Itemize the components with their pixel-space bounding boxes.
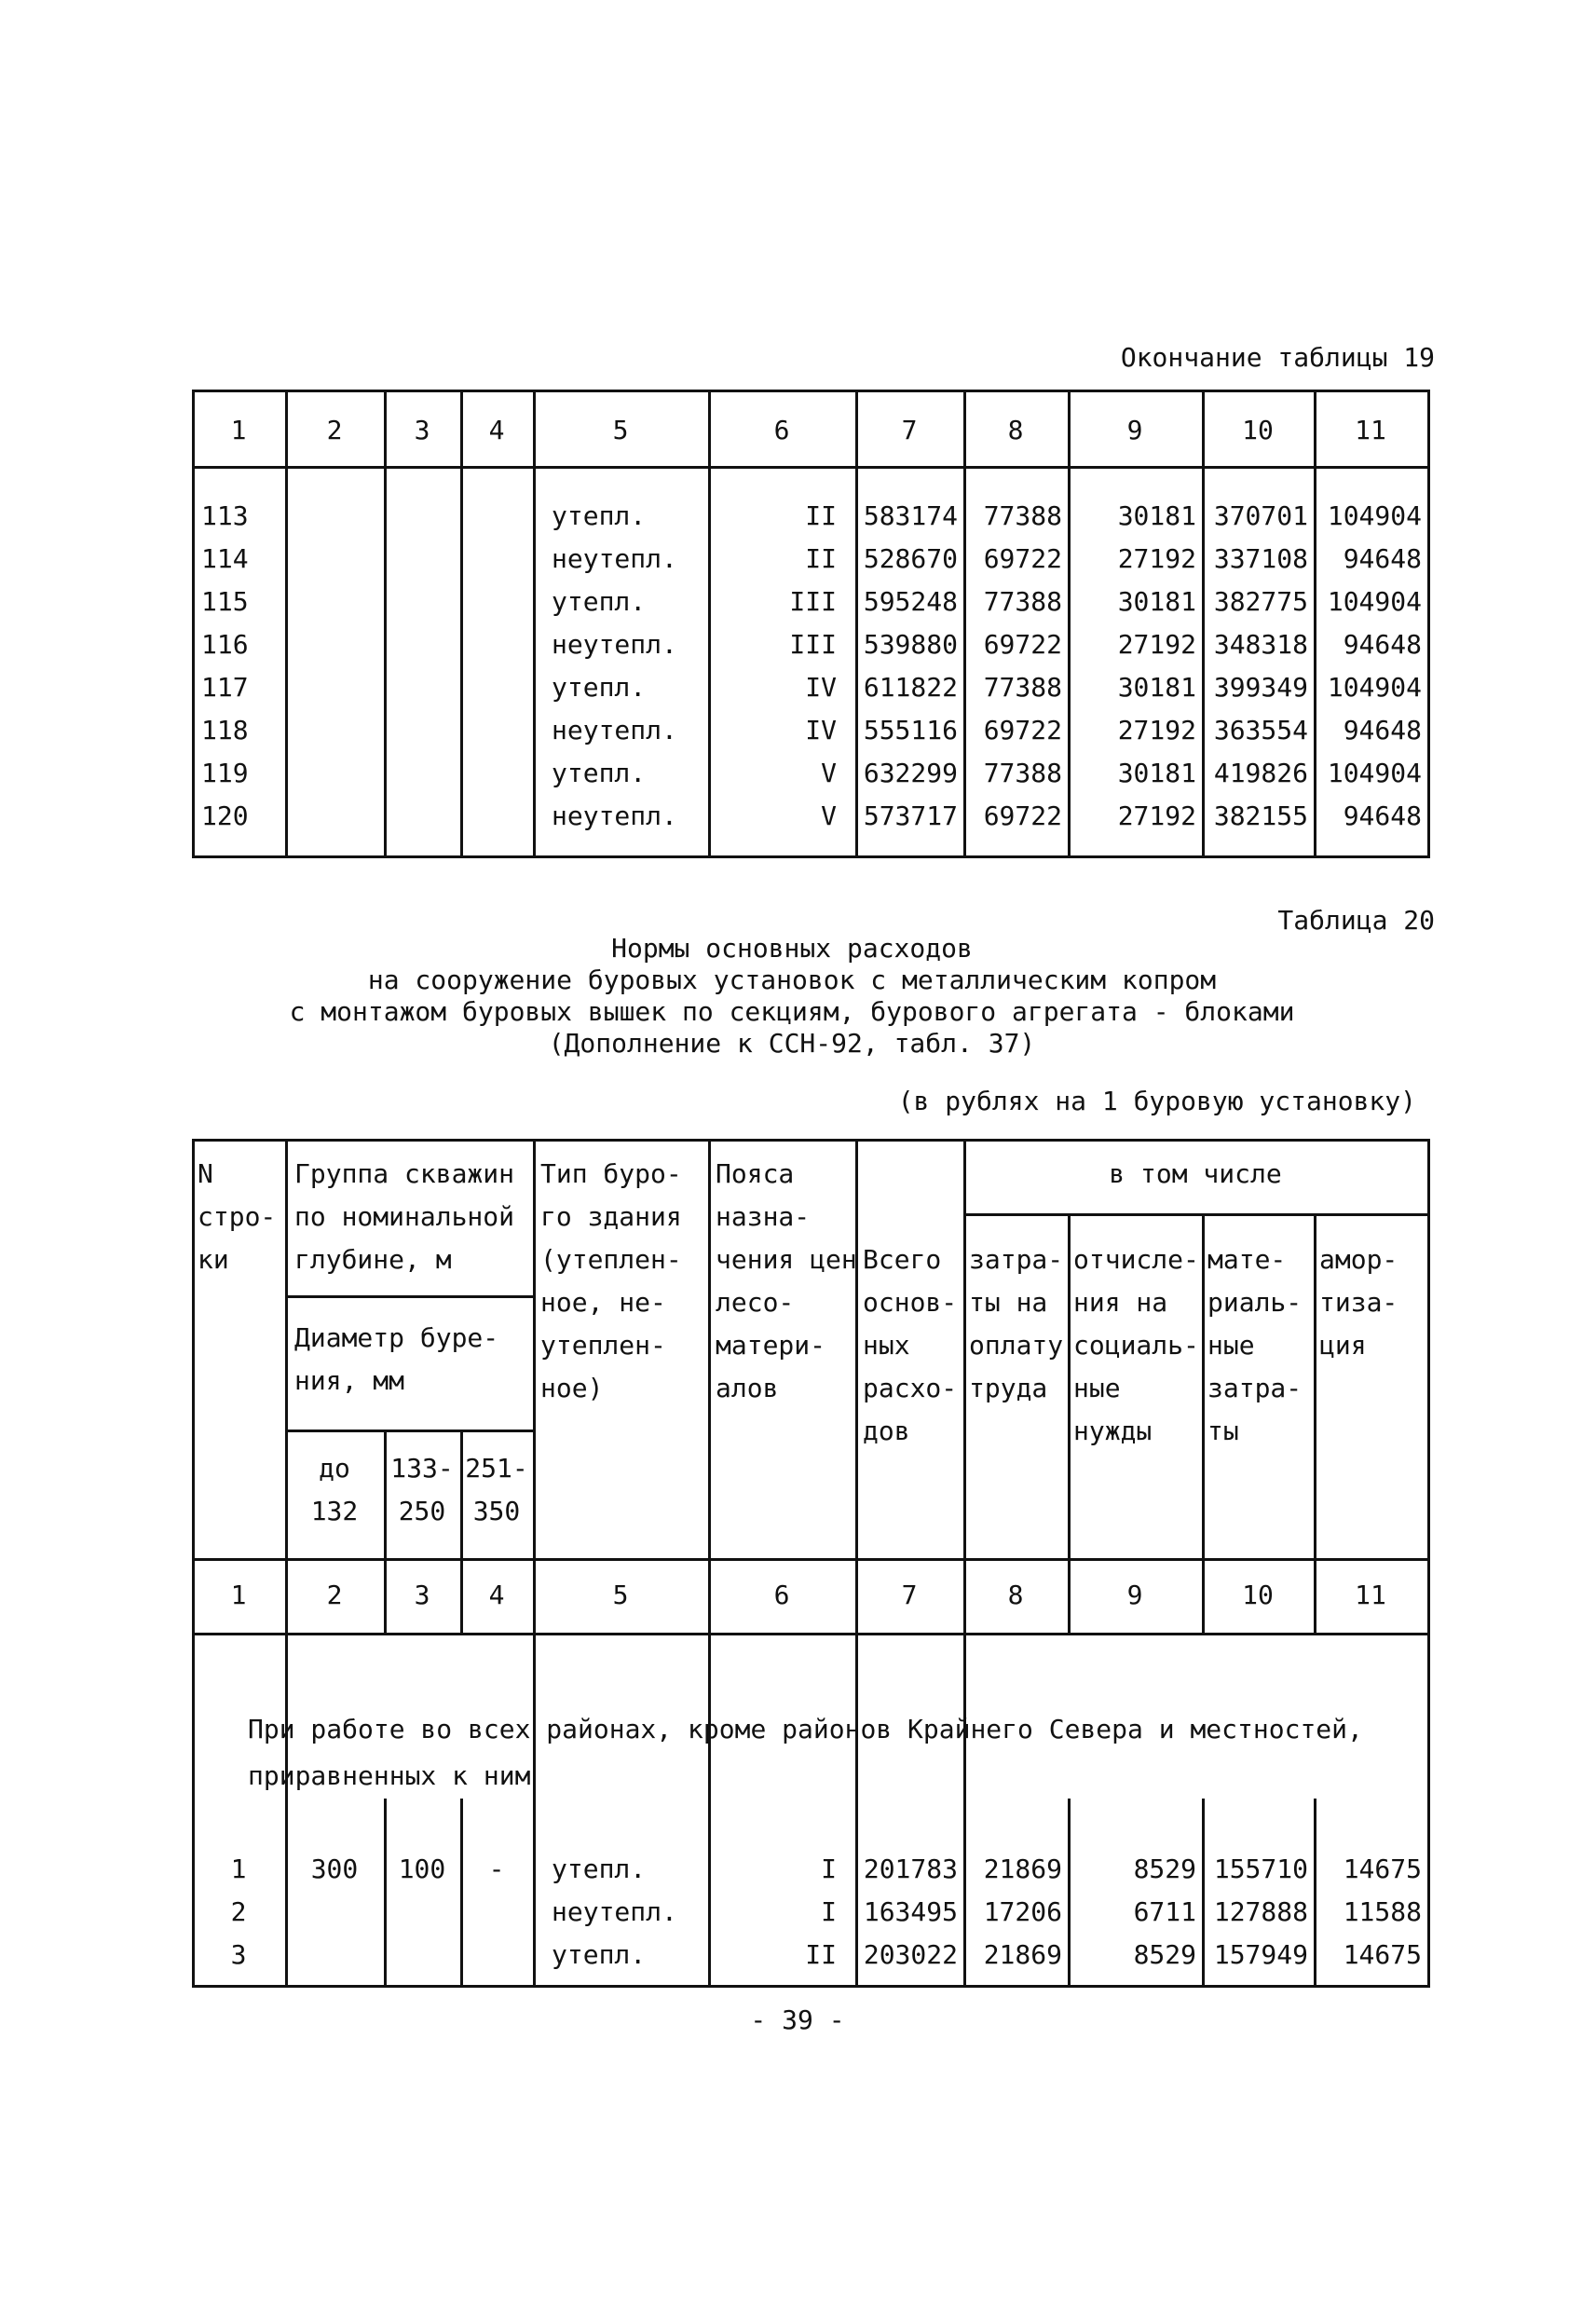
row-number: 113 (201, 500, 249, 531)
column-number: 7 (901, 415, 918, 445)
diam-133-250: 100 (398, 1854, 446, 1884)
column-number: 9 (1126, 1580, 1143, 1610)
header-labor-costs: затра- (969, 1244, 1064, 1275)
column-number: 8 (1007, 1580, 1024, 1610)
column-number: 9 (1126, 415, 1143, 445)
cost-total: 528670 (863, 543, 958, 574)
cost-total: 632299 (863, 758, 958, 788)
column-number: 5 (612, 415, 629, 445)
header-price-belt: матери- (716, 1330, 826, 1361)
header-building-type: ное) (540, 1373, 604, 1403)
column-number: 4 (488, 415, 505, 445)
column-number: 4 (488, 1580, 505, 1610)
header-diam-133-250: 250 (398, 1496, 446, 1526)
building-type: неутепл. (552, 800, 677, 831)
table20-title-3: с монтажом буровых вышек по секциям, бурового агрегата - блоками (289, 996, 1295, 1027)
diameter-divider (285, 1430, 533, 1432)
price-belt: III (789, 629, 837, 660)
header-building-type: (утеплен- (540, 1244, 682, 1275)
table-column-rule (192, 390, 195, 855)
table-column-rule (533, 390, 536, 855)
cost-amort: 104904 (1327, 672, 1422, 703)
header-well-group: по номинальной (294, 1201, 515, 1232)
building-type: неутепл. (552, 715, 677, 746)
column-number: 6 (773, 415, 790, 445)
header-total-costs: основ- (863, 1287, 958, 1318)
column-number: 2 (326, 415, 343, 445)
section-note: При работе во всех районах, кроме районов Крайнего Севера и местностей, (248, 1714, 1363, 1744)
cost-total: 163495 (863, 1896, 958, 1927)
header-material-costs: затра- (1207, 1373, 1303, 1403)
cost-amort: 94648 (1343, 800, 1422, 831)
header-social-contributions: отчисле- (1073, 1244, 1199, 1275)
cost-material: 399349 (1213, 672, 1308, 703)
header-amortization: амор- (1319, 1244, 1398, 1275)
column-number: 3 (414, 1580, 430, 1610)
header-total-costs: дов (863, 1416, 910, 1446)
table-column-rule (1427, 390, 1430, 855)
cost-amort: 94648 (1343, 715, 1422, 746)
cost-material: 155710 (1213, 1854, 1308, 1884)
row-number: 120 (201, 800, 249, 831)
table20-label: Таблица 20 (1277, 905, 1435, 936)
header-social-contributions: ные (1073, 1373, 1121, 1403)
cost-amort: 104904 (1327, 586, 1422, 617)
header-price-belt: алов (716, 1373, 779, 1403)
cost-social: 27192 (1117, 543, 1196, 574)
row-number: 116 (201, 629, 249, 660)
cost-amort: 104904 (1327, 500, 1422, 531)
cost-wage: 69722 (983, 715, 1062, 746)
header-material-costs: ные (1207, 1330, 1255, 1361)
header-total-costs: Всего (863, 1244, 942, 1275)
header-diam-133-250: 133- (390, 1453, 454, 1484)
incl-divider (963, 1213, 1427, 1216)
column-number: 3 (414, 415, 430, 445)
building-type: неутепл. (552, 1896, 677, 1927)
header-labor-costs: труда (969, 1373, 1048, 1403)
cost-wage: 69722 (983, 629, 1062, 660)
header-well-group: Группа скважин (294, 1158, 515, 1189)
cost-wage: 69722 (983, 800, 1062, 831)
cost-social: 6711 (1133, 1896, 1196, 1927)
cost-social: 8529 (1133, 1939, 1196, 1970)
cost-social: 30181 (1117, 586, 1196, 617)
header-row-number: N (198, 1158, 213, 1189)
building-type: утепл. (552, 500, 647, 531)
price-belt: I (821, 1896, 837, 1927)
column-number: 8 (1007, 415, 1024, 445)
table19-caption: Окончание таблицы 19 (1120, 342, 1435, 373)
header-social-contributions: социаль- (1073, 1330, 1199, 1361)
header-total-costs: расхо- (863, 1373, 958, 1403)
table-column-rule (384, 390, 387, 855)
column-number: 10 (1242, 1580, 1274, 1610)
header-price-belt: Пояса (716, 1158, 795, 1189)
cost-total: 555116 (863, 715, 958, 746)
cost-wage: 69722 (983, 543, 1062, 574)
cost-total: 583174 (863, 500, 958, 531)
column-number: 6 (773, 1580, 790, 1610)
header-row-number: стро- (198, 1201, 277, 1232)
table-border-bottom (192, 855, 1430, 858)
cost-amort: 94648 (1343, 543, 1422, 574)
cost-total: 595248 (863, 586, 958, 617)
table20-title-1: Нормы основных расходов (611, 933, 973, 964)
diam-251-350: - (488, 1854, 505, 1884)
table-column-rule (460, 390, 463, 855)
group-divider (285, 1295, 533, 1298)
row-number: 117 (201, 672, 249, 703)
cost-social: 8529 (1133, 1854, 1196, 1884)
header-amortization: тиза- (1319, 1287, 1398, 1318)
row-number: 119 (201, 758, 249, 788)
header-material-costs: мате- (1207, 1244, 1287, 1275)
table-column-rule (285, 390, 288, 855)
row-number: 3 (230, 1939, 247, 1970)
price-belt: V (821, 758, 837, 788)
header-price-belt: чения цен (716, 1244, 857, 1275)
header-row-number: ки (198, 1244, 229, 1275)
header-diam-251-350: 350 (472, 1496, 521, 1526)
row-number: 2 (230, 1896, 247, 1927)
row-number: 114 (201, 543, 249, 574)
header-building-type: ное, не- (540, 1287, 666, 1318)
building-type: неутепл. (552, 629, 677, 660)
cost-amort: 94648 (1343, 629, 1422, 660)
cost-social: 30181 (1117, 758, 1196, 788)
header-material-costs: риаль- (1207, 1287, 1303, 1318)
price-belt: V (821, 800, 837, 831)
header-labor-costs: ты на (969, 1287, 1048, 1318)
building-type: утепл. (552, 586, 647, 617)
column-number: 10 (1242, 415, 1274, 445)
table-column-rule (384, 1799, 387, 1985)
header-diam-251-350: 251- (465, 1453, 528, 1484)
building-type: утепл. (552, 1939, 647, 1970)
table-border-bottom (192, 1985, 1430, 1988)
cost-amort: 104904 (1327, 758, 1422, 788)
cost-social: 27192 (1117, 629, 1196, 660)
cost-wage: 77388 (983, 672, 1062, 703)
table-column-rule (460, 1430, 463, 1558)
cost-wage: 21869 (983, 1854, 1062, 1884)
price-belt: IV (805, 715, 837, 746)
header-material-costs: ты (1207, 1416, 1239, 1446)
cost-wage: 17206 (983, 1896, 1062, 1927)
header-labor-costs: оплату (969, 1330, 1064, 1361)
price-belt: II (805, 1939, 837, 1970)
price-belt: III (789, 586, 837, 617)
column-number: 1 (230, 1580, 247, 1610)
table-border-top (192, 390, 1430, 392)
header-price-belt: назна- (716, 1201, 811, 1232)
cost-wage: 77388 (983, 758, 1062, 788)
cost-social: 27192 (1117, 715, 1196, 746)
table20-title-4: (Дополнение к ССН-92, табл. 37) (548, 1028, 1036, 1059)
section-note: приравненных к ним (248, 1760, 531, 1791)
cost-wage: 21869 (983, 1939, 1062, 1970)
column-number: 7 (901, 1580, 918, 1610)
header-price-belt: лесо- (716, 1287, 795, 1318)
cost-total: 573717 (863, 800, 958, 831)
header-social-contributions: ния на (1073, 1287, 1168, 1318)
cost-total: 201783 (863, 1854, 958, 1884)
header-amortization: ция (1319, 1330, 1367, 1361)
header-social-contributions: нужды (1073, 1416, 1153, 1446)
table20-title-2: на сооружение буровых установок с металлическим копром (367, 964, 1217, 995)
well-depth: 300 (310, 1854, 359, 1884)
page-number: - 39 - (750, 2004, 845, 2035)
header-diam-up-to-132: 132 (310, 1496, 359, 1526)
header-including: в том числе (1109, 1158, 1282, 1189)
building-type: неутепл. (552, 543, 677, 574)
cost-amort: 11588 (1343, 1896, 1422, 1927)
cost-social: 30181 (1117, 672, 1196, 703)
header-well-group: глубине, м (294, 1244, 452, 1275)
building-type: утепл. (552, 672, 647, 703)
cost-total: 539880 (863, 629, 958, 660)
table-header-divider (192, 466, 1430, 469)
column-number: 1 (230, 415, 247, 445)
row-number: 115 (201, 586, 249, 617)
cost-material: 382155 (1213, 800, 1308, 831)
price-belt: I (821, 1854, 837, 1884)
cost-material: 337108 (1213, 543, 1308, 574)
table-border-top (192, 1139, 1430, 1142)
cost-amort: 14675 (1343, 1854, 1422, 1884)
table-header-divider (192, 1558, 1430, 1561)
price-belt: II (805, 543, 837, 574)
table20-units: (в рублях на 1 буровую установку) (897, 1086, 1416, 1116)
header-total-costs: ных (863, 1330, 910, 1361)
cost-material: 348318 (1213, 629, 1308, 660)
table-number-divider (192, 1633, 1430, 1635)
table-column-rule (384, 1430, 387, 1558)
column-number: 11 (1355, 1580, 1386, 1610)
cost-total: 611822 (863, 672, 958, 703)
header-building-type: Тип буро- (540, 1158, 682, 1189)
building-type: утепл. (552, 758, 647, 788)
cost-social: 27192 (1117, 800, 1196, 831)
cost-material: 363554 (1213, 715, 1308, 746)
column-number: 11 (1355, 415, 1386, 445)
row-number: 1 (230, 1854, 247, 1884)
header-diam-up-to-132: до (319, 1453, 350, 1484)
cost-material: 157949 (1213, 1939, 1308, 1970)
cost-material: 382775 (1213, 586, 1308, 617)
header-drill-diameter: ния, мм (294, 1365, 405, 1396)
cost-wage: 77388 (983, 586, 1062, 617)
column-number: 5 (612, 1580, 629, 1610)
cost-amort: 14675 (1343, 1939, 1422, 1970)
table-column-rule (460, 1799, 463, 1985)
cost-total: 203022 (863, 1939, 958, 1970)
column-number: 2 (326, 1580, 343, 1610)
cost-material: 127888 (1213, 1896, 1308, 1927)
header-drill-diameter: Диаметр буре- (294, 1322, 499, 1353)
header-building-type: го здания (540, 1201, 682, 1232)
price-belt: IV (805, 672, 837, 703)
cost-wage: 77388 (983, 500, 1062, 531)
row-number: 118 (201, 715, 249, 746)
price-belt: II (805, 500, 837, 531)
building-type: утепл. (552, 1854, 647, 1884)
cost-material: 370701 (1213, 500, 1308, 531)
cost-material: 419826 (1213, 758, 1308, 788)
header-building-type: утеплен- (540, 1330, 666, 1361)
cost-social: 30181 (1117, 500, 1196, 531)
